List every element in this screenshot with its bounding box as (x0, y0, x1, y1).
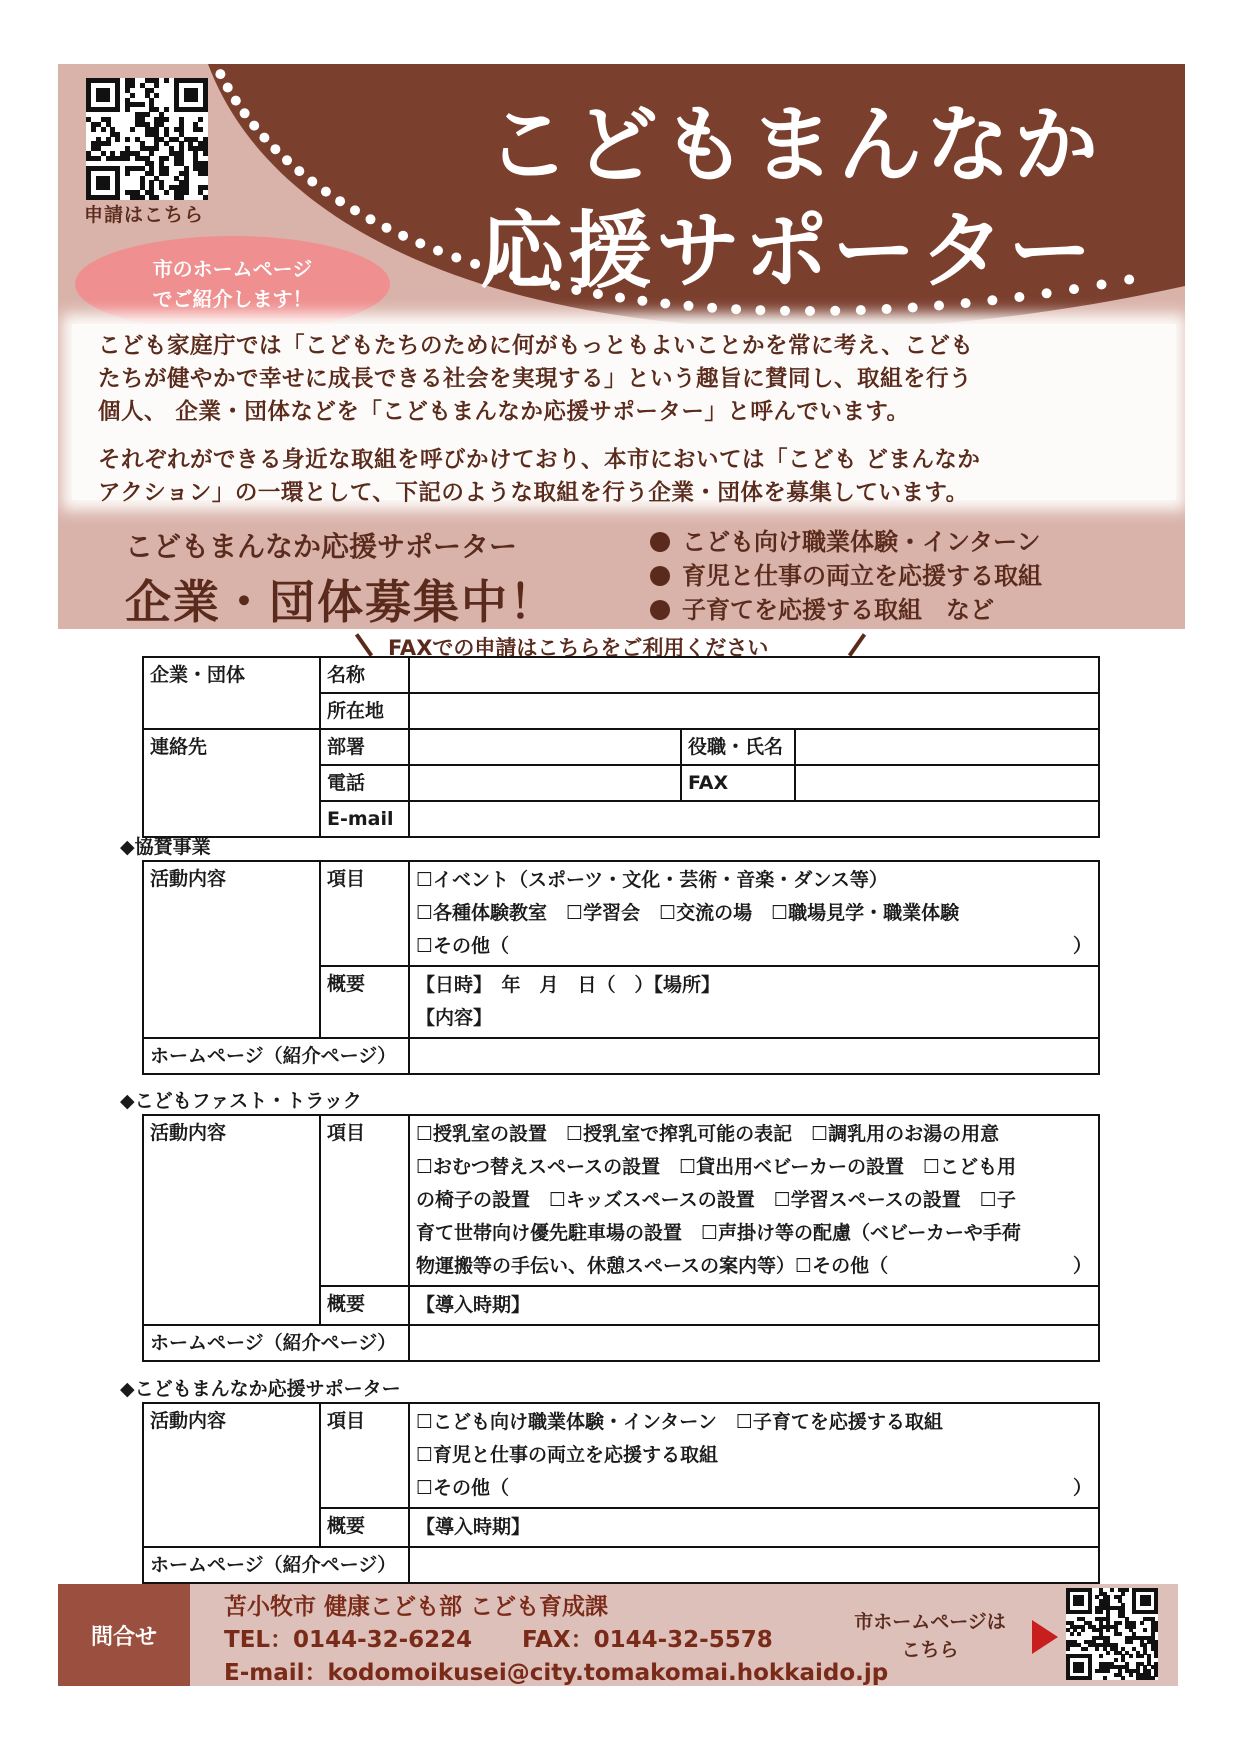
section-heading-sponsor: ◆協賛事業 (120, 836, 211, 858)
promo-bubble (75, 236, 390, 332)
decor-dot (398, 231, 408, 241)
org-label: 企業・団体 (143, 657, 320, 729)
overview-line: 【日時】 年 月 日（ ）【場所】 (416, 974, 721, 996)
homepage-label: ホームページ（紹介ページ） (143, 1325, 409, 1361)
bullet-item: 育児と仕事の両立を応援する取組 (650, 556, 1042, 591)
section-heading-supporter: ◆こどもまんなか応援サポーター (120, 1378, 401, 1400)
item-line[interactable]: ☐各種体験教室 ☐学習会 ☐交流の場 ☐職場見学・職業体験 (416, 902, 960, 924)
address-field[interactable] (409, 693, 1099, 729)
fax-caption: FAXでの申請はこちらをご利用ください (388, 636, 769, 660)
bullet-dot-icon (650, 566, 670, 586)
footer-tel: TEL：0144-32-6224 (224, 1627, 473, 1653)
fax-field[interactable] (795, 765, 1099, 801)
activity-label: 活動内容 (143, 1403, 320, 1547)
decor-dot (451, 253, 461, 263)
decor-dot (282, 155, 292, 165)
title-line-2: 応援サポーター (480, 202, 1097, 300)
decor-dot (780, 306, 790, 316)
overview-label: 概要 (320, 966, 409, 1038)
footer-label: 問合せ (58, 1584, 190, 1686)
overview-field[interactable] (409, 966, 1099, 1038)
dept-label: 部署 (320, 729, 409, 765)
footer-homepage-text: 市ホームページは こちら (854, 1611, 1006, 1661)
name-label: 名称 (320, 657, 409, 693)
intro-paragraph-1 (98, 330, 973, 429)
overview-field[interactable] (409, 1286, 1099, 1325)
decor-dot (350, 205, 360, 215)
email-field[interactable] (409, 801, 1099, 837)
decor-dot (321, 187, 331, 197)
item-line[interactable]: 物運搬等の手伝い、休憩スペースの案内等）☐その他（ ） (416, 1250, 1092, 1283)
title-name-field[interactable] (795, 729, 1099, 765)
item-line[interactable]: ☐育児と仕事の両立を応援する取組 (416, 1444, 719, 1466)
close-paren: ） (1072, 1477, 1092, 1499)
bullet-dot-icon (650, 600, 670, 620)
overview-field[interactable] (409, 1508, 1099, 1547)
footer-office: 苫小牧市 健康こども部 こども育成課 (224, 1594, 609, 1620)
recruit-headline: 企業・団体募集中！ (125, 575, 557, 629)
fax-label: FAX (681, 765, 795, 801)
item-checklist[interactable] (409, 1115, 1099, 1286)
qr-code-apply[interactable] (86, 78, 208, 200)
homepage-field[interactable] (409, 1038, 1099, 1074)
decor-dot (856, 305, 866, 315)
bullet-item: 子育てを応援する取組 など (650, 590, 994, 625)
section-heading-fast-track: ◆こどもファスト・トラック (120, 1090, 362, 1112)
decor-dot (294, 166, 304, 176)
decor-dot (1097, 280, 1107, 290)
homepage-label: ホームページ（紹介ページ） (143, 1547, 409, 1583)
activity-label: 活動内容 (143, 1115, 320, 1325)
decor-dot (215, 69, 225, 79)
item-line[interactable]: ☐その他（ ） (416, 930, 1092, 963)
bullet-dot-icon (650, 532, 670, 552)
caption-slash-left (355, 633, 373, 657)
item-checklist[interactable] (409, 1403, 1099, 1508)
dept-field[interactable] (409, 729, 681, 765)
item-label: 項目 (320, 1115, 409, 1286)
title-name-label: 役職・氏名 (681, 729, 795, 765)
close-paren: ） (1072, 935, 1092, 957)
caption-slash-right (848, 633, 866, 657)
item-label: 項目 (320, 861, 409, 966)
intro-paragraph-2 (98, 444, 980, 510)
overview-label: 概要 (320, 1286, 409, 1325)
title-line-1: こどもまんなか (486, 96, 1103, 194)
decor-dot (231, 96, 241, 106)
item-line[interactable]: ☐授乳室の設置 ☐授乳室で搾乳可能の表記 ☐調乳用のお湯の用意 (416, 1123, 1000, 1145)
intro-line: 個人、 企業・団体などを「こどもまんなか応援サポーター」と呼んでいます。 (98, 399, 910, 425)
intro-line: それぞれができる身近な取組を呼びかけており、本市においては「こども どまんなか (98, 447, 981, 473)
decor-dot (731, 304, 741, 314)
decor-dot (259, 133, 269, 143)
decor-dot (830, 306, 840, 316)
item-line[interactable]: ☐イベント（スポーツ・文化・芸術・音楽・ダンス等） (416, 869, 888, 891)
homepage-label: ホームページ（紹介ページ） (143, 1038, 409, 1074)
item-label: 項目 (320, 1403, 409, 1508)
footer-fax: FAX：0144-32-5578 (522, 1627, 773, 1653)
recruit-subtitle: こどもまんなか応援サポーター (125, 530, 518, 563)
phone-field[interactable] (409, 765, 681, 801)
fast-track-table (142, 1114, 1100, 1362)
decor-dot (1124, 275, 1134, 285)
decor-dot (470, 259, 480, 269)
overview-line: 【導入時期】 (416, 1294, 531, 1316)
address-label: 所在地 (320, 693, 409, 729)
qr-code-homepage[interactable] (1066, 1588, 1158, 1680)
decor-dot (382, 223, 392, 233)
item-line[interactable]: ☐おむつ替えスペースの設置 ☐貸出用ベビーカーの設置 ☐こども用 (416, 1156, 1017, 1178)
name-field[interactable] (409, 657, 1099, 693)
item-line[interactable]: 育て世帯向け優先駐車場の設置 ☐声掛け等の配慮（ベビーカーや手荷 (416, 1222, 1021, 1244)
promo-line-1: 市のホームページ (152, 257, 313, 281)
intro-line: アクション」の一環として、下記のような取組を行う企業・団体を募集しています。 (98, 480, 969, 506)
decor-dot (415, 238, 425, 248)
item-line[interactable]: の椅子の設置 ☐キッズスペースの設置 ☐学習スペースの設置 ☐子 (416, 1189, 1016, 1211)
decor-dot (882, 304, 892, 314)
decor-dot (755, 305, 765, 315)
decor-dot (335, 196, 345, 206)
footer-email[interactable]: E-mail：kodomoikusei@city.tomakomai.hokkaido.jp (224, 1660, 889, 1686)
overview-label: 概要 (320, 1508, 409, 1547)
decor-dot (805, 306, 815, 316)
item-line[interactable]: ☐こども向け職業体験・インターン ☐子育てを応援する取組 (416, 1411, 943, 1433)
intro-line: こども家庭庁では「こどもたちのために何がもっともよいことかを常に考え、こども (98, 333, 974, 359)
applicant-table (142, 656, 1100, 838)
supporter-table (142, 1402, 1100, 1584)
homepage-field[interactable] (409, 1547, 1099, 1583)
bullet-item: こども向け職業体験・インターン (650, 522, 1041, 557)
item-checklist[interactable] (409, 861, 1099, 966)
contact-label: 連絡先 (143, 729, 320, 837)
qr-apply-label: 申請はこちら (84, 204, 205, 226)
close-paren: ） (1072, 1255, 1092, 1277)
item-line[interactable]: ☐その他（ ） (416, 1472, 1092, 1505)
phone-label: 電話 (320, 765, 409, 801)
decor-dot (223, 83, 233, 93)
decor-dot (433, 246, 443, 256)
decor-dot (249, 121, 259, 131)
overview-line: 【内容】 (416, 1007, 493, 1029)
activity-label: 活動内容 (143, 861, 320, 1038)
email-label: E-mail (320, 801, 409, 837)
homepage-field[interactable] (409, 1325, 1099, 1361)
overview-line: 【導入時期】 (416, 1516, 531, 1538)
decor-dot (240, 108, 250, 118)
decor-dot (270, 144, 280, 154)
promo-line-2: でご紹介します！ (152, 287, 313, 311)
arrow-right-icon (1032, 1620, 1058, 1654)
sponsor-table (142, 860, 1100, 1075)
decor-dot (307, 177, 317, 187)
intro-line: たちが健やかで幸せに成長できる社会を実現する」という趣旨に賛同し、取組を行う (98, 366, 973, 392)
decor-dot (366, 214, 376, 224)
